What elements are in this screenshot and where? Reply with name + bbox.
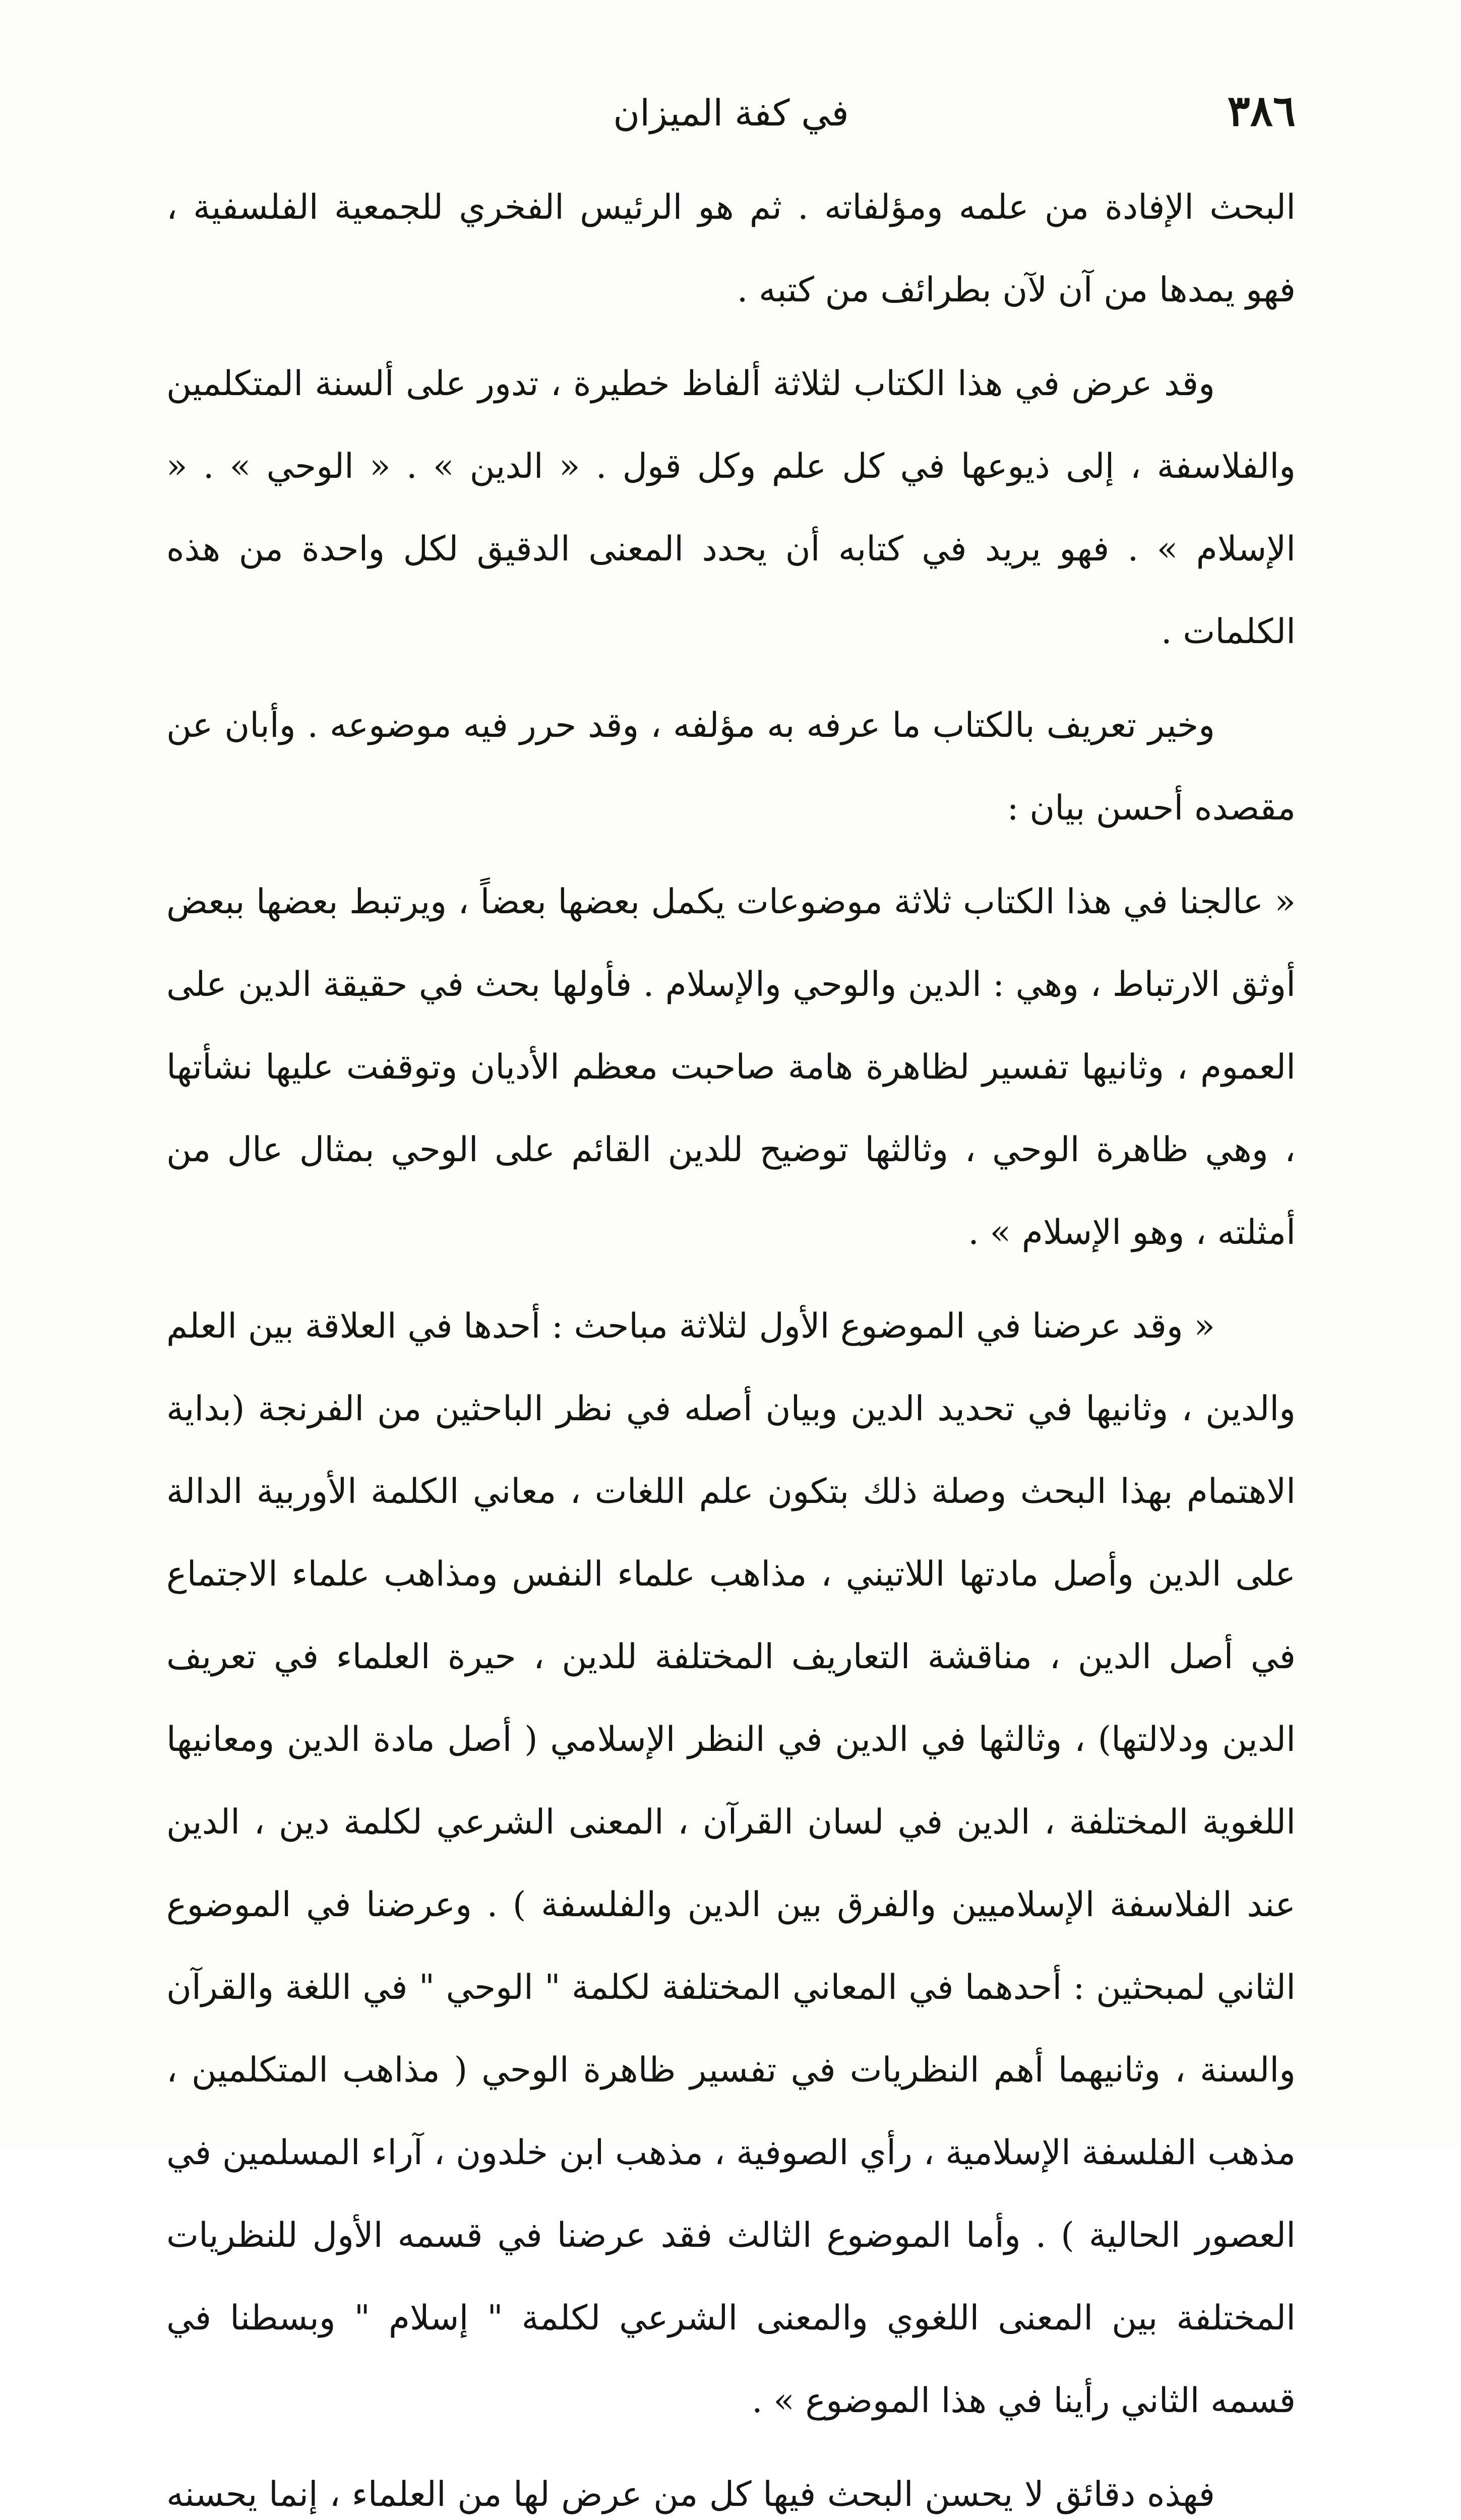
paragraph-2: وقد عرض في هذا الكتاب لثلاثة ألفاظ خطيرة ، تدور على ألسنة المتكلمين والفلاسفة ، إلى ذيوعها في كل علم وكل قول . « الدين » . « الوحي » . « الإسلام » . فهو يريد في كتابه أن يحدد المعنى الدقيق لكل واحدة من هذه الكلمات . — [166, 364, 1296, 652]
page-number: ٣٨٦ — [1227, 86, 1296, 136]
quote-paragraph-2: « وقد عرضنا في الموضوع الأول لثلاثة مباحث : أحدها في العلاقة بين العلم والدين ، وثانيها في تحديد الدين وبيان أصله في نظر الباحثين من الفرنجة (بداية الاهتمام بهذا البحث وصلة ذلك بتكون علم اللغات ، معاني الكلمة الأوربية الدالة على الدين وأصل مادتها اللاتيني ، مذاهب علماء النفس ومذاهب علماء الاجتماع في أصل الدين ، مناقشة التعاريف المختلفة للدين ، حيرة العلماء في تعريف الدين ودلالتها) ، وثالثها في الدين في النظر الإسلامي ( أصل مادة الدين ومعانيها اللغوية المختلفة ، الدين في لسان القرآن ، المعنى الشرعي لكلمة دين ، الدين عند الفلاسفة الإسلاميين والفرق بين الدين والفلسفة ) . وعرضنا في الموضوع الثاني لمبحثين : أحدهما في المعاني المختلفة لكلمة " الوحي " في اللغة والقرآن والسنة ، وثانيهما أهم النظريات في تفسير ظاهرة الوحي ( مذاهب المتكلمين ، مذهب الفلسفة الإسلامية ، رأي الصوفية ، مذهب ابن خلدون ، آراء المسلمين في العصور الحالية ) . وأما الموضوع الثالث فقد عرضنا في قسمه الأول للنظريات المختلفة بين المعنى اللغوي والمعنى الشرعي لكلمة " إسلام " وبسطنا في قسمه الثاني رأينا في هذا الموضوع » . — [166, 1306, 1296, 2421]
paragraph-3: وخير تعريف بالكتاب ما عرفه به مؤلفه ، وقد حرر فيه موضوعه . وأبان عن مقصده أحسن بيان : — [166, 706, 1296, 828]
paragraph-1: البحث الإفادة من علمه ومؤلفاته . ثم هو الرئيس الفخري للجمعية الفلسفية ، فهو يمدها من آن لآن بطرائف من كتبه . — [166, 187, 1296, 310]
closing-paragraph: فهذه دقائق لا يحسن البحث فيها كل من عرض لها من العلماء ، إنما يحسنه — [166, 2475, 1215, 2514]
page-header — [166, 86, 1296, 161]
quote-paragraph-1: « عالجنا في هذا الكتاب ثلاثة موضوعات يكمل بعضها بعضاً ، ويرتبط بعضها ببعض أوثق الارتباط ، وهي : الدين والوحي والإسلام . فأولها بحث في حقيقة الدين على العموم ، وثانيها تفسير لظاهرة هامة صاحبت معظم الأديان وتوقفت عليها نشأتها ، وهي ظاهرة الوحي ، وثالثها توضيح للدين القائم على الوحي بمثال عال من أمثلته ، وهو الإسلام » . — [166, 882, 1296, 1252]
body-text — [166, 166, 1296, 2520]
running-title: في كفة الميزان — [613, 92, 849, 134]
